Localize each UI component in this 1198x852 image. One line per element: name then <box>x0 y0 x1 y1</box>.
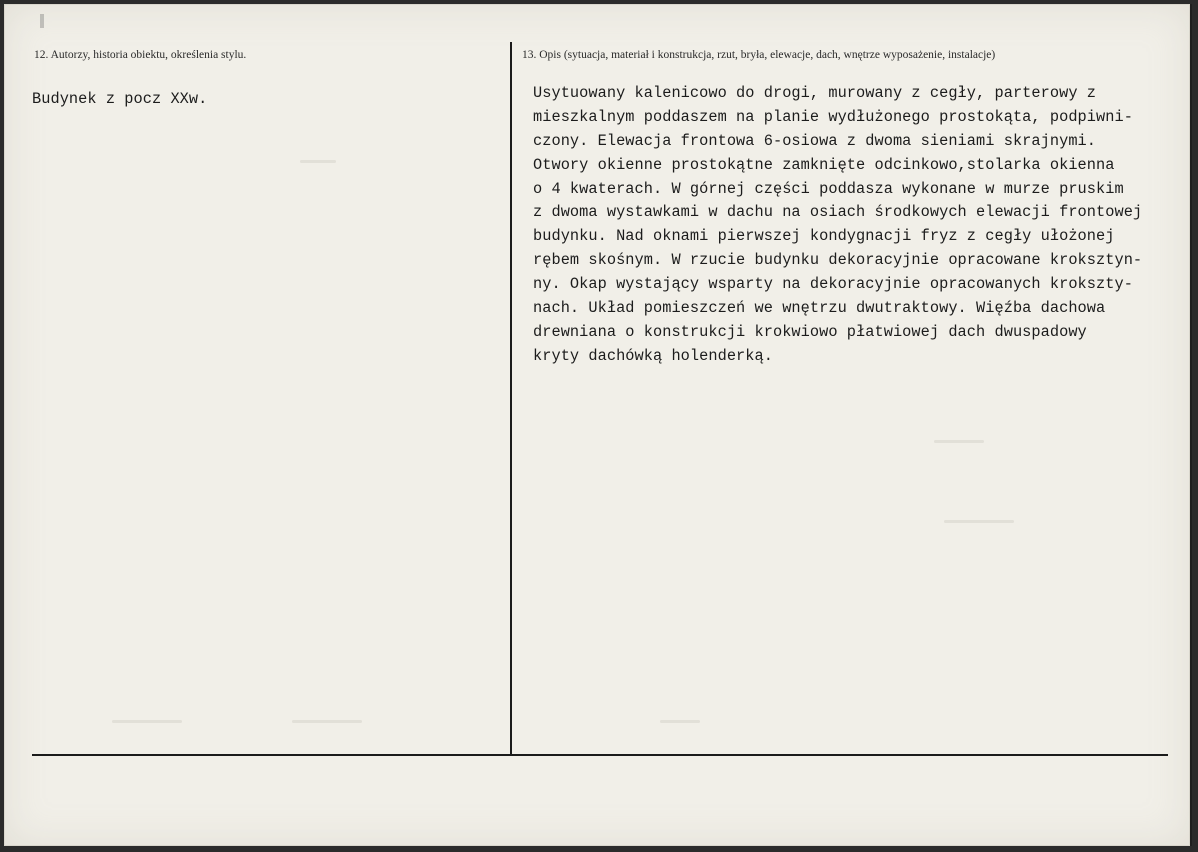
bleed-through-mark <box>660 720 700 723</box>
description-line: z dwoma wystawkami w dachu na osiach środkowych elewacji frontowej <box>533 203 1143 222</box>
record-card <box>4 4 1192 846</box>
bleed-through-mark <box>300 160 336 163</box>
description-line: rębem skośnym. W rzucie budynku dekoracyjnie opracowane kroksztyn- <box>533 251 1143 270</box>
description-line: nach. Układ pomieszczeń we wnętrzu dwutraktowy. Więźba dachowa <box>533 299 1106 318</box>
description-line: Usytuowany kalenicowo do drogi, murowany z cegły, parterowy z <box>533 84 1097 102</box>
description-line: mieszkalnym poddaszem na planie wydłużonego prostokąta, podpiwni- <box>533 107 1133 126</box>
punch-mark <box>40 14 44 28</box>
description-line: kryty dachówką holenderką. <box>533 346 773 365</box>
bleed-through-mark <box>292 720 362 723</box>
section-13-heading: 13. Opis (sytuacja, materiał i konstrukcja, rzut, bryła, elewacje, dach, wnętrze wyposażenie, instalacje) <box>522 49 996 61</box>
horizontal-divider <box>32 754 1168 756</box>
section-12-heading: 12. Autorzy, historia obiektu, określenia stylu. <box>34 49 247 61</box>
description-line: czony. Elewacja frontowa 6-osiowa z dwoma sieniami skrajnymi. <box>533 131 1097 150</box>
description-line: drewniana o konstrukcji krokwiowo płatwiowej dach dwuspadowy <box>533 322 1087 341</box>
description-line: ny. Okap wystający wsparty na dekoracyjnie opracowanych krokszty- <box>533 275 1133 294</box>
description-line: budynku. Nad oknami pierwszej kondygnacji fryz z cegły ułożonej <box>533 227 1115 246</box>
bleed-through-mark <box>934 440 984 443</box>
description-line: Otwory okienne prostokątne zamknięte odcinkowo,stolarka okienna <box>533 155 1115 174</box>
section-13-description <box>533 82 1153 369</box>
description-line: o 4 kwaterach. W górnej części poddasza wykonane w murze pruskim <box>533 179 1124 198</box>
bleed-through-mark <box>112 720 182 723</box>
bleed-through-mark <box>944 520 1014 523</box>
vertical-divider <box>510 42 512 754</box>
section-12-content: Budynek z pocz XXw. <box>32 90 208 108</box>
